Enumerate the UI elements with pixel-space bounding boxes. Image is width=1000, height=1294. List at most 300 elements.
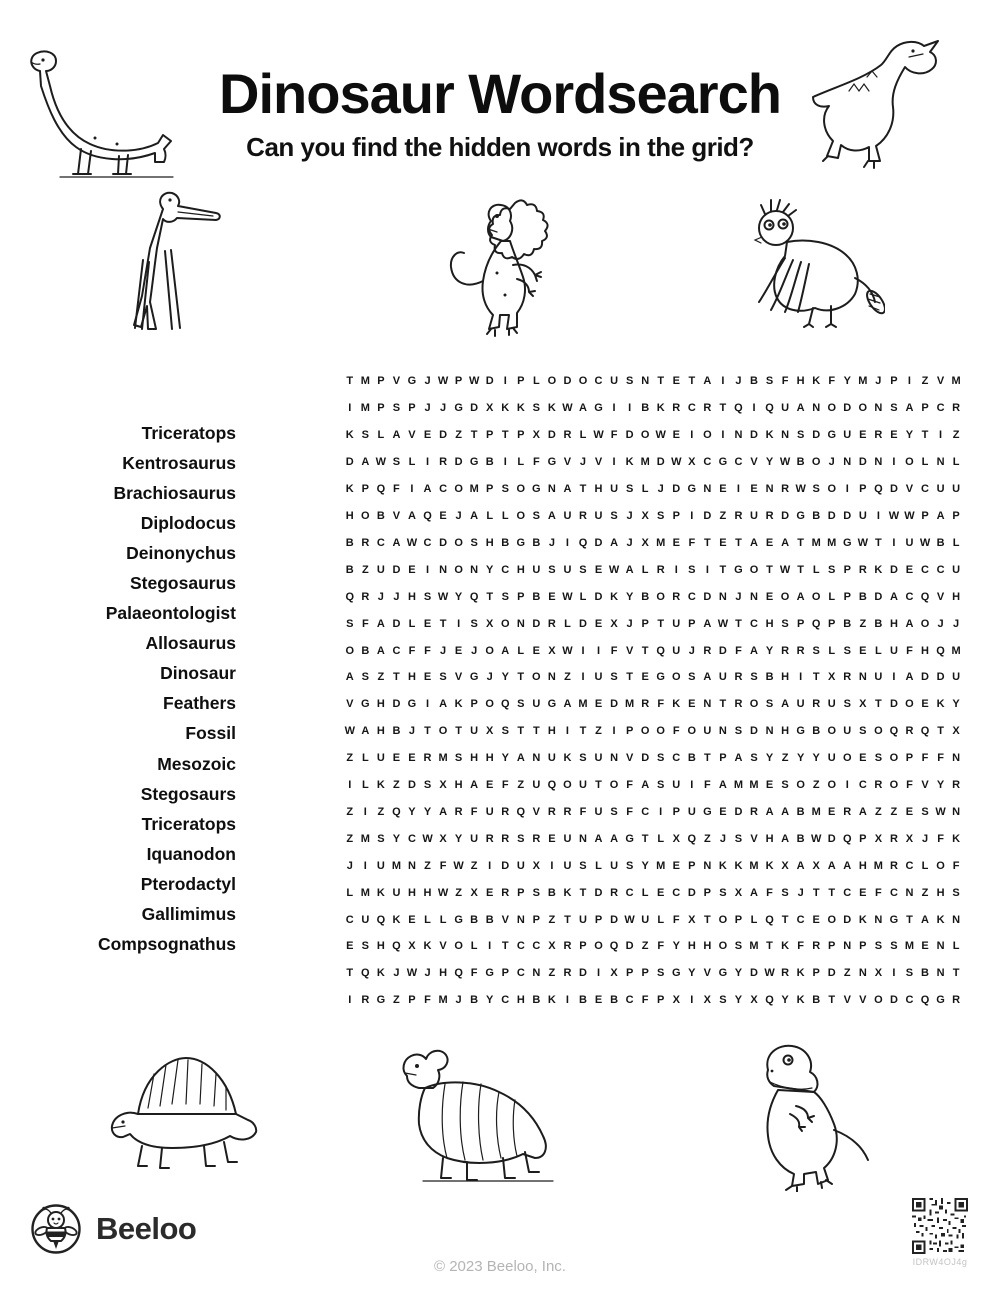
grid-cell: C xyxy=(687,590,696,603)
grid-cell: U xyxy=(703,725,712,738)
grid-cell: C xyxy=(594,375,603,388)
grid-cell: G xyxy=(361,698,370,711)
grid-cell: Z xyxy=(564,671,571,684)
grid-cell: Z xyxy=(921,375,929,388)
grid-cell: S xyxy=(905,967,914,980)
grid-cell: O xyxy=(656,590,665,603)
grid-cell: P xyxy=(517,375,525,388)
grid-row xyxy=(342,987,964,1014)
grid-cell: N xyxy=(516,617,525,630)
grid-row xyxy=(342,529,964,556)
grid-cell: V xyxy=(454,671,463,684)
grid-cell: O xyxy=(827,725,836,738)
grid-cell: T xyxy=(906,913,913,926)
grid-cell: S xyxy=(470,536,478,549)
grid-cell: C xyxy=(858,779,867,792)
grid-cell: F xyxy=(408,644,416,657)
grid-cell: L xyxy=(501,509,509,522)
grid-cell: E xyxy=(672,429,680,442)
grid-cell: E xyxy=(921,940,929,953)
grid-cell: X xyxy=(548,644,556,657)
grid-cell: W xyxy=(764,967,775,980)
grid-cell: S xyxy=(517,698,525,711)
grid-cell: E xyxy=(486,886,494,899)
grid-cell: Q xyxy=(547,779,557,792)
grid-cell: G xyxy=(516,536,526,549)
grid-cell: F xyxy=(626,779,633,792)
grid-cell: I xyxy=(892,671,896,684)
grid-cell: T xyxy=(564,913,571,926)
grid-cell: E xyxy=(905,563,914,576)
grid-cell: S xyxy=(719,994,727,1007)
grid-cell: H xyxy=(765,617,774,630)
grid-cell: I xyxy=(674,563,678,576)
grid-cell: F xyxy=(610,644,618,657)
grid-cell: P xyxy=(408,994,416,1007)
grid-cell: D xyxy=(392,563,401,576)
grid-cell: M xyxy=(391,859,401,872)
grid-cell: B xyxy=(858,590,867,603)
grid-cell: P xyxy=(828,617,836,630)
grid-cell: S xyxy=(501,483,509,496)
grid-cell: C xyxy=(672,752,681,765)
grid-cell: A xyxy=(765,805,774,818)
grid-cell: V xyxy=(392,509,401,522)
grid-cell: E xyxy=(423,617,432,630)
grid-cell: S xyxy=(532,509,540,522)
grid-cell: E xyxy=(657,886,665,899)
grid-cell: E xyxy=(641,671,649,684)
grid-cell: T xyxy=(875,536,882,549)
grid-cell: Z xyxy=(595,725,602,738)
grid-cell: W xyxy=(437,886,449,899)
grid-row xyxy=(342,503,964,530)
grid-cell: T xyxy=(517,671,525,684)
grid-cell: B xyxy=(470,913,479,926)
grid-cell: G xyxy=(407,375,417,388)
grid-cell: V xyxy=(563,456,572,469)
word-list-item: Feathers xyxy=(163,693,236,714)
grid-cell: V xyxy=(936,590,945,603)
grid-cell: R xyxy=(454,805,463,818)
grid-cell: X xyxy=(859,698,867,711)
grid-cell: T xyxy=(719,698,727,711)
grid-cell: M xyxy=(827,536,837,549)
grid-cell: I xyxy=(503,456,507,469)
grid-cell: I xyxy=(939,429,943,442)
grid-cell: N xyxy=(703,859,712,872)
grid-cell: D xyxy=(547,429,556,442)
grid-cell: A xyxy=(610,536,619,549)
word-list-item: Stegosaurs xyxy=(140,783,236,804)
grid-cell: N xyxy=(952,752,961,765)
grid-cell: D xyxy=(594,536,603,549)
grid-cell: G xyxy=(594,402,603,415)
word-list-item: Diplodocus xyxy=(140,513,236,534)
grid-cell: T xyxy=(766,940,773,953)
grid-cell: T xyxy=(346,375,354,388)
grid-cell: B xyxy=(687,752,696,765)
qr-code-label: IDRW4OJ4g xyxy=(912,1257,968,1267)
word-list-item: Allosaurus xyxy=(145,633,236,654)
grid-cell: Y xyxy=(454,590,463,603)
grid-cell: I xyxy=(876,509,880,522)
grid-cell: F xyxy=(641,994,649,1007)
grid-cell: K xyxy=(858,913,867,926)
grid-cell: V xyxy=(750,456,758,469)
grid-cell: A xyxy=(501,644,510,657)
grid-cell: I xyxy=(845,779,849,792)
grid-cell: T xyxy=(766,563,773,576)
grid-cell: P xyxy=(890,375,898,388)
grid-cell: U xyxy=(858,509,867,522)
grid-cell: S xyxy=(579,859,587,872)
grid-cell: T xyxy=(875,698,882,711)
grid-cell: P xyxy=(672,805,680,818)
grid-cell: S xyxy=(361,940,369,953)
grid-cell: O xyxy=(547,375,557,388)
grid-row xyxy=(342,799,964,826)
grid-cell: B xyxy=(345,536,354,549)
grid-cell: A xyxy=(734,752,743,765)
grid-cell: B xyxy=(485,456,494,469)
grid-cell: B xyxy=(610,994,619,1007)
grid-cell: L xyxy=(641,483,649,496)
grid-cell: J xyxy=(346,859,353,872)
grid-cell: R xyxy=(423,752,432,765)
grid-cell: J xyxy=(439,402,447,415)
grid-cell: D xyxy=(407,779,416,792)
grid-cell: A xyxy=(423,483,432,496)
grid-cell: R xyxy=(734,671,743,684)
grid-cell: N xyxy=(750,590,758,603)
grid-cell: R xyxy=(672,402,681,415)
grid-cell: H xyxy=(345,509,354,522)
grid-cell: S xyxy=(610,671,618,684)
grid-cell: Z xyxy=(719,509,727,522)
grid-cell: N xyxy=(812,402,821,415)
grid-cell: W xyxy=(919,536,931,549)
grid-cell: C xyxy=(921,563,929,576)
grid-cell: I xyxy=(363,859,367,872)
grid-cell: L xyxy=(517,456,525,469)
grid-cell: R xyxy=(765,509,774,522)
grid-cell: J xyxy=(579,456,587,469)
grid-cell: G xyxy=(625,832,634,845)
grid-cell: R xyxy=(905,725,914,738)
grid-cell: U xyxy=(532,779,541,792)
grid-cell: O xyxy=(687,725,697,738)
grid-cell: N xyxy=(874,913,883,926)
grid-cell: U xyxy=(843,429,852,442)
grid-cell: T xyxy=(781,913,789,926)
grid-cell: V xyxy=(936,375,945,388)
grid-cell: I xyxy=(565,536,569,549)
grid-cell: U xyxy=(376,859,385,872)
grid-cell: J xyxy=(953,617,960,630)
grid-cell: Y xyxy=(812,752,820,765)
grid-cell: I xyxy=(705,563,709,576)
grid-cell: Y xyxy=(423,805,432,818)
grid-cell: G xyxy=(407,698,417,711)
grid-cell: S xyxy=(454,752,463,765)
grid-cell: Q xyxy=(656,644,665,657)
grid-cell: O xyxy=(858,402,868,415)
grid-cell: D xyxy=(874,590,883,603)
grid-cell: S xyxy=(765,375,774,388)
grid-cell: T xyxy=(812,671,820,684)
grid-cell: U xyxy=(470,725,479,738)
grid-cell: T xyxy=(921,429,929,442)
grid-cell: I xyxy=(410,483,414,496)
grid-cell: C xyxy=(905,859,914,872)
grid-cell: U xyxy=(781,402,790,415)
grid-cell: U xyxy=(874,671,883,684)
grid-cell: I xyxy=(596,967,601,980)
grid-cell: M xyxy=(360,402,370,415)
grid-cell: X xyxy=(828,671,836,684)
grid-cell: X xyxy=(703,994,712,1007)
grid-cell: G xyxy=(376,994,386,1007)
grid-cell: J xyxy=(439,644,447,657)
grid-cell: C xyxy=(641,805,650,818)
grid-cell: C xyxy=(734,456,743,469)
grid-cell: T xyxy=(937,725,944,738)
grid-cell: P xyxy=(921,402,929,415)
dilophosaurus-illustration xyxy=(425,195,555,337)
grid-cell: W xyxy=(779,563,791,576)
grid-cell: U xyxy=(610,483,619,496)
grid-cell: F xyxy=(921,752,929,765)
grid-cell: P xyxy=(579,940,587,953)
grid-cell: L xyxy=(408,456,416,469)
grid-cell: L xyxy=(564,617,571,630)
grid-cell: S xyxy=(657,752,665,765)
grid-cell: E xyxy=(439,509,447,522)
grid-cell: Y xyxy=(843,375,851,388)
grid-cell: D xyxy=(827,967,836,980)
grid-cell: D xyxy=(921,671,929,684)
grid-cell: P xyxy=(486,483,494,496)
grid-cell: A xyxy=(781,536,790,549)
grid-cell: A xyxy=(579,402,587,415)
grid-cell: I xyxy=(550,859,554,872)
grid-cell: H xyxy=(765,832,774,845)
grid-cell: U xyxy=(843,725,852,738)
grid-cell: L xyxy=(361,752,369,765)
grid-cell: R xyxy=(952,779,961,792)
grid-cell: F xyxy=(501,779,509,792)
grid-cell: T xyxy=(501,429,509,442)
grid-cell: Y xyxy=(796,752,805,765)
grid-cell: S xyxy=(843,698,851,711)
grid-cell: W xyxy=(608,563,620,576)
grid-cell: F xyxy=(875,886,882,899)
grid-cell: R xyxy=(843,671,852,684)
grid-cell: R xyxy=(858,563,867,576)
grid-cell: O xyxy=(874,725,883,738)
grid-cell: E xyxy=(423,671,432,684)
grid-cell: K xyxy=(812,375,821,388)
grid-cell: J xyxy=(921,832,929,845)
dimetrodon-illustration xyxy=(108,1052,258,1174)
grid-cell: U xyxy=(532,563,541,576)
grid-cell: M xyxy=(951,644,961,657)
word-list-item: Pterodactyl xyxy=(140,873,236,894)
grid-cell: L xyxy=(828,644,836,657)
grid-cell: S xyxy=(625,483,634,496)
grid-cell: A xyxy=(345,671,354,684)
grid-cell: D xyxy=(345,456,354,469)
grid-cell: G xyxy=(687,483,697,496)
grid-cell: R xyxy=(485,832,494,845)
grid-cell: A xyxy=(905,402,914,415)
grid-cell: X xyxy=(610,617,618,630)
grid-cell: S xyxy=(346,617,354,630)
grid-cell: U xyxy=(750,509,758,522)
grid-cell: I xyxy=(799,671,803,684)
grid-cell: D xyxy=(703,509,712,522)
grid-cell: X xyxy=(952,725,960,738)
grid-cell: I xyxy=(907,375,911,388)
grid-cell: S xyxy=(625,859,634,872)
grid-cell: G xyxy=(454,402,463,415)
grid-cell: O xyxy=(578,375,588,388)
grid-cell: J xyxy=(408,725,416,738)
grid-cell: Q xyxy=(765,994,774,1007)
tyrannosaurus-illustration xyxy=(730,1040,870,1192)
grid-cell: H xyxy=(454,779,463,792)
grid-cell: F xyxy=(735,644,742,657)
grid-cell: F xyxy=(937,752,944,765)
grid-cell: K xyxy=(672,698,681,711)
grid-cell: J xyxy=(719,832,726,845)
grid-row xyxy=(342,691,964,718)
grid-cell: S xyxy=(765,698,774,711)
grid-cell: T xyxy=(657,617,665,630)
grid-cell: T xyxy=(595,779,602,792)
grid-cell: S xyxy=(470,617,478,630)
grid-cell: O xyxy=(827,402,836,415)
grid-cell: V xyxy=(501,913,509,926)
grid-cell: S xyxy=(377,832,385,845)
grid-cell: N xyxy=(781,429,790,442)
grid-cell: Z xyxy=(470,859,478,872)
grid-cell: U xyxy=(485,805,494,818)
grid-cell: B xyxy=(392,725,401,738)
grid-cell: T xyxy=(797,563,804,576)
grid-cell: R xyxy=(532,832,541,845)
grid-cell: J xyxy=(486,671,493,684)
grid-cell: K xyxy=(718,859,727,872)
grid-cell: T xyxy=(735,536,742,549)
grid-cell: P xyxy=(408,402,416,415)
grid-cell: S xyxy=(734,725,743,738)
grid-cell: O xyxy=(827,779,836,792)
grid-row xyxy=(342,422,964,449)
grid-cell: K xyxy=(516,402,525,415)
grid-cell: D xyxy=(641,752,650,765)
grid-cell: I xyxy=(425,698,430,711)
grid-cell: H xyxy=(858,859,867,872)
grid-cell: Y xyxy=(641,859,649,872)
grid-cell: G xyxy=(469,456,479,469)
grid-cell: V xyxy=(392,375,401,388)
grid-cell: L xyxy=(346,886,354,899)
grid-cell: P xyxy=(625,725,634,738)
grid-cell: R xyxy=(361,994,370,1007)
grid-cell: U xyxy=(579,779,587,792)
grid-cell: W xyxy=(671,456,682,469)
grid-cell: E xyxy=(859,429,867,442)
grid-cell: N xyxy=(516,913,525,926)
grid-cell: U xyxy=(594,509,603,522)
grid-cell: C xyxy=(625,886,634,899)
grid-cell: R xyxy=(889,859,898,872)
grid-cell: P xyxy=(454,375,463,388)
grid-cell: B xyxy=(376,509,385,522)
grid-cell: U xyxy=(952,483,961,496)
grid-cell: K xyxy=(547,402,556,415)
grid-cell: C xyxy=(921,483,929,496)
grid-cell: C xyxy=(625,994,634,1007)
grid-cell: R xyxy=(563,940,572,953)
grid-cell: P xyxy=(517,429,525,442)
grid-row xyxy=(342,610,964,637)
grid-cell: J xyxy=(548,536,555,549)
grid-cell: K xyxy=(345,483,354,496)
grid-cell: F xyxy=(797,940,804,953)
grid-cell: I xyxy=(690,779,694,792)
grid-cell: I xyxy=(690,509,694,522)
grid-cell: U xyxy=(672,644,681,657)
grid-cell: J xyxy=(455,509,462,522)
grid-cell: V xyxy=(750,832,758,845)
grid-cell: H xyxy=(423,886,432,899)
grid-cell: W xyxy=(717,617,729,630)
grid-cell: F xyxy=(906,644,913,657)
grid-cell: U xyxy=(889,644,898,657)
grid-cell: R xyxy=(361,590,370,603)
grid-cell: R xyxy=(579,509,587,522)
grid-cell: C xyxy=(407,832,416,845)
grid-cell: M xyxy=(858,375,868,388)
grid-cell: G xyxy=(842,536,852,549)
grid-cell: S xyxy=(734,832,743,845)
grid-cell: B xyxy=(641,402,650,415)
grid-cell: Z xyxy=(377,805,385,818)
qr-code xyxy=(912,1198,968,1254)
grid-row xyxy=(342,449,964,476)
grid-cell: L xyxy=(439,913,447,926)
grid-cell: S xyxy=(781,779,789,792)
grid-row xyxy=(342,637,964,664)
grid-cell: F xyxy=(439,859,447,872)
grid-cell: K xyxy=(952,832,961,845)
grid-cell: W xyxy=(406,967,418,980)
grid-cell: K xyxy=(547,994,556,1007)
grid-cell: O xyxy=(827,913,836,926)
grid-cell: M xyxy=(656,536,666,549)
grid-cell: R xyxy=(796,644,805,657)
grid-cell: S xyxy=(874,940,883,953)
grid-cell: B xyxy=(936,536,945,549)
grid-cell: Y xyxy=(952,698,960,711)
grid-cell: D xyxy=(703,590,712,603)
grid-cell: L xyxy=(361,779,369,792)
grid-cell: H xyxy=(547,725,556,738)
grid-cell: C xyxy=(376,536,385,549)
